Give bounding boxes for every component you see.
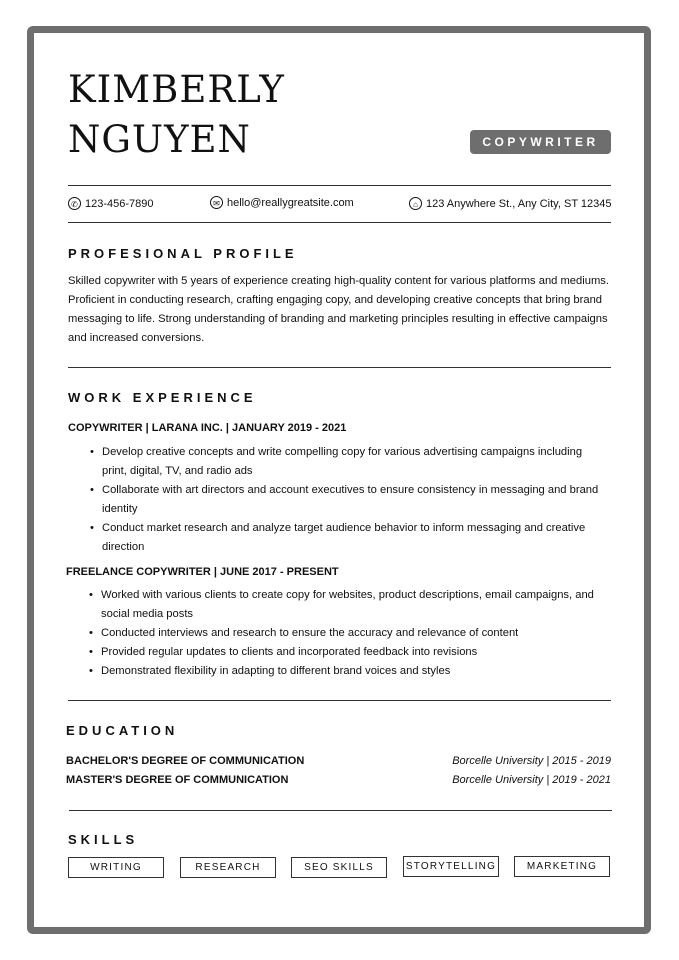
list-item: • Conduct market research and analyze target audience behavior to inform messaging and creative direction	[90, 519, 610, 557]
list-item: • Conducted interviews and research to ensure the accuracy and relevance of content	[89, 624, 614, 643]
job-bullets	[89, 586, 614, 681]
degree: BACHELOR'S DEGREE OF COMMUNICATION	[66, 755, 305, 767]
job-bullets	[90, 443, 610, 557]
phone-text: 123-456-7890	[85, 197, 154, 210]
phone-icon: ✆	[68, 197, 81, 210]
skill-tag: MARKETING	[514, 856, 610, 877]
divider	[69, 810, 612, 811]
contact-email	[210, 196, 354, 209]
mail-icon: ✉	[210, 196, 223, 209]
contact-address	[409, 197, 611, 210]
list-item: • Develop creative concepts and write compelling copy for various advertising campaigns including print, digital, TV, and radio ads	[90, 443, 610, 481]
profile-heading: PROFESIONAL PROFILE	[68, 246, 298, 261]
education-heading: EDUCATION	[66, 723, 179, 738]
job-title: FREELANCE COPYWRITER | JUNE 2017 - PRESENT	[66, 566, 339, 578]
school: Borcelle University | 2019 - 2021	[452, 774, 611, 786]
skills-heading: SKILLS	[68, 832, 139, 847]
address-text: 123 Anywhere St., Any City, ST 12345	[426, 197, 612, 210]
email-text: hello@reallygreatsite.com	[227, 196, 354, 209]
skill-tag: WRITING	[68, 857, 164, 878]
contact-phone	[68, 197, 154, 210]
divider	[68, 700, 611, 701]
profile-text: Skilled copywriter with 5 years of experience creating high-quality content for various platforms and mediums. Proficient in conducting research, crafting engaging copy, and developing creative concepts that bring brand messaging to life. Strong understanding of branding and marketing principles resulting in effective campaigns and increased conversions.	[68, 275, 609, 344]
first-name: KIMBERLY	[68, 68, 285, 111]
last-name: NGUYEN	[68, 118, 251, 161]
list-item: • Collaborate with art directors and account executives to ensure consistency in messaging and brand identity	[90, 481, 610, 519]
list-item: • Worked with various clients to create copy for websites, product descriptions, email campaigns, and social media posts	[89, 586, 614, 624]
divider	[68, 222, 611, 223]
list-item: • Provided regular updates to clients and incorporated feedback into revisions	[89, 643, 614, 662]
education-item	[66, 774, 611, 786]
skill-tag: SEO SKILLS	[291, 857, 387, 878]
divider	[68, 367, 611, 368]
skill-tag: RESEARCH	[180, 857, 276, 878]
list-item: • Demonstrated flexibility in adapting to different brand voices and styles	[89, 662, 614, 681]
job-title-badge: COPYWRITER	[470, 130, 611, 154]
divider	[68, 185, 611, 186]
skill-tag: STORYTELLING	[403, 856, 499, 877]
degree: MASTER'S DEGREE OF COMMUNICATION	[66, 774, 289, 786]
school: Borcelle University | 2015 - 2019	[452, 755, 611, 767]
education-item	[66, 755, 611, 767]
job-title: COPYWRITER | LARANA INC. | JANUARY 2019 - 2021	[68, 422, 347, 434]
work-heading: WORK EXPERIENCE	[68, 390, 257, 405]
home-icon: ⌂	[409, 197, 422, 210]
